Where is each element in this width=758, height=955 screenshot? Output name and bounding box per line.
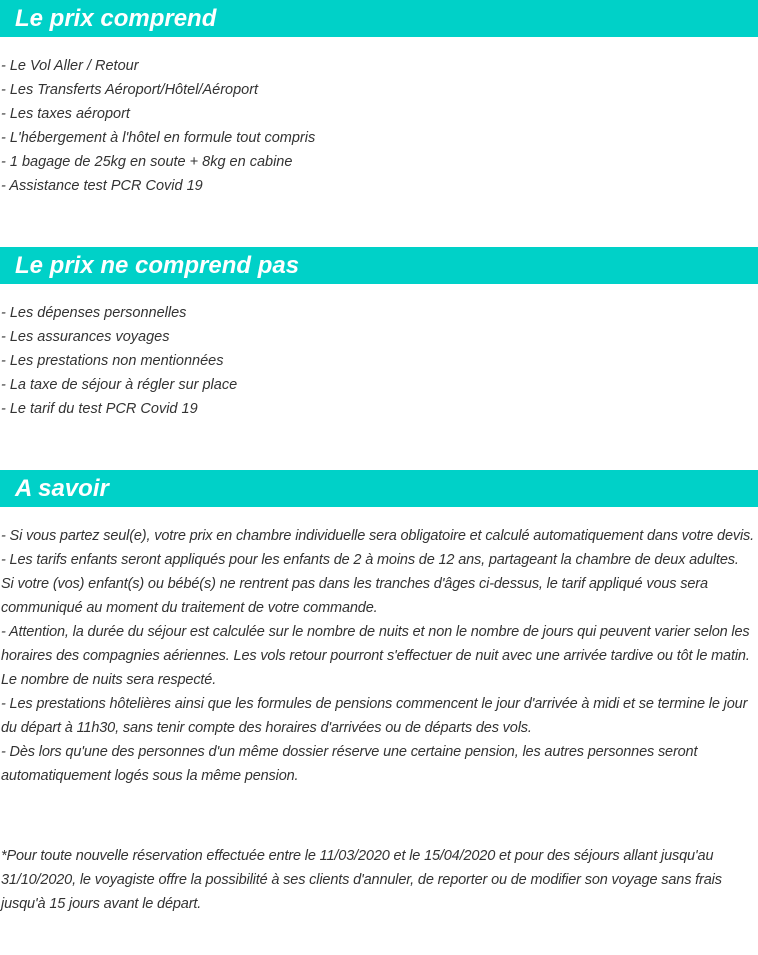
footnote: *Pour toute nouvelle réservation effectuée entre le 11/03/2020 et le 15/04/2020 et pour des séjours allant jusqu'au 31/10/2020, le voyagiste offre la possibilité à ses clients d'annuler, de reporter ou de modifier son voyage sans frais jusqu'à 15 jours avant le départ.	[1, 848, 722, 912]
info-list	[1, 524, 758, 788]
info-paragraph: - Si vous partez seul(e), votre prix en chambre individuelle sera obligatoire et calculé automatiquement dans votre devis.	[1, 528, 755, 544]
list-item: - 1 bagage de 25kg en soute + 8kg en cabine	[1, 154, 293, 170]
list-item: - Le Vol Aller / Retour	[1, 58, 139, 74]
info-paragraph: - Les prestations hôtelières ainsi que les formules de pensions commencent le jour d'arrivée à midi et se termine le jour du départ à 11h30, sans tenir compte des horaires d'arrivées ou de départs des vols.	[1, 696, 748, 736]
section-header-info	[0, 470, 758, 507]
info-paragraph: Si votre (vos) enfant(s) ou bébé(s) ne rentrent pas dans les tranches d'âges ci-dessus, le tarif appliqué vous sera communiqué au moment du traitement de votre commande.	[1, 576, 708, 616]
list-item: - Le tarif du test PCR Covid 19	[1, 401, 198, 417]
info-paragraph: - Attention, la durée du séjour est calculée sur le nombre de nuits et non le nombre de jours qui peuvent varier selon les horaires des compagnies aériennes. Les vols retour pourront s'effectuer de nuit avec une arrivée tardive ou tôt le matin. Le nombre de nuits sera respecté.	[1, 624, 750, 688]
list-item: - Assistance test PCR Covid 19	[1, 178, 203, 194]
list-item: - Les Transferts Aéroport/Hôtel/Aéroport	[1, 82, 259, 98]
list-item: - La taxe de séjour à régler sur place	[1, 377, 238, 393]
list-item: - Les dépenses personnelles	[1, 305, 187, 321]
excluded-list	[1, 301, 237, 421]
info-paragraph: - Les tarifs enfants seront appliqués pour les enfants de 2 à moins de 12 ans, partageant la chambre de deux adultes.	[1, 552, 739, 568]
list-item: - Les taxes aéroport	[1, 106, 130, 122]
section-title-included: Le prix comprend	[15, 4, 217, 32]
included-list	[1, 54, 315, 198]
info-paragraph: - Dès lors qu'une des personnes d'un même dossier réserve une certaine pension, les autres personnes seront automatiquement logés sous la même pension.	[1, 744, 698, 784]
section-title-info: A savoir	[15, 474, 109, 502]
list-item: - Les prestations non mentionnées	[1, 353, 224, 369]
section-title-excluded: Le prix ne comprend pas	[15, 251, 300, 279]
list-item: - L'hébergement à l'hôtel en formule tout compris	[1, 130, 316, 146]
list-item: - Les assurances voyages	[1, 329, 170, 345]
section-header-excluded	[0, 247, 758, 284]
section-header-included	[0, 0, 758, 37]
